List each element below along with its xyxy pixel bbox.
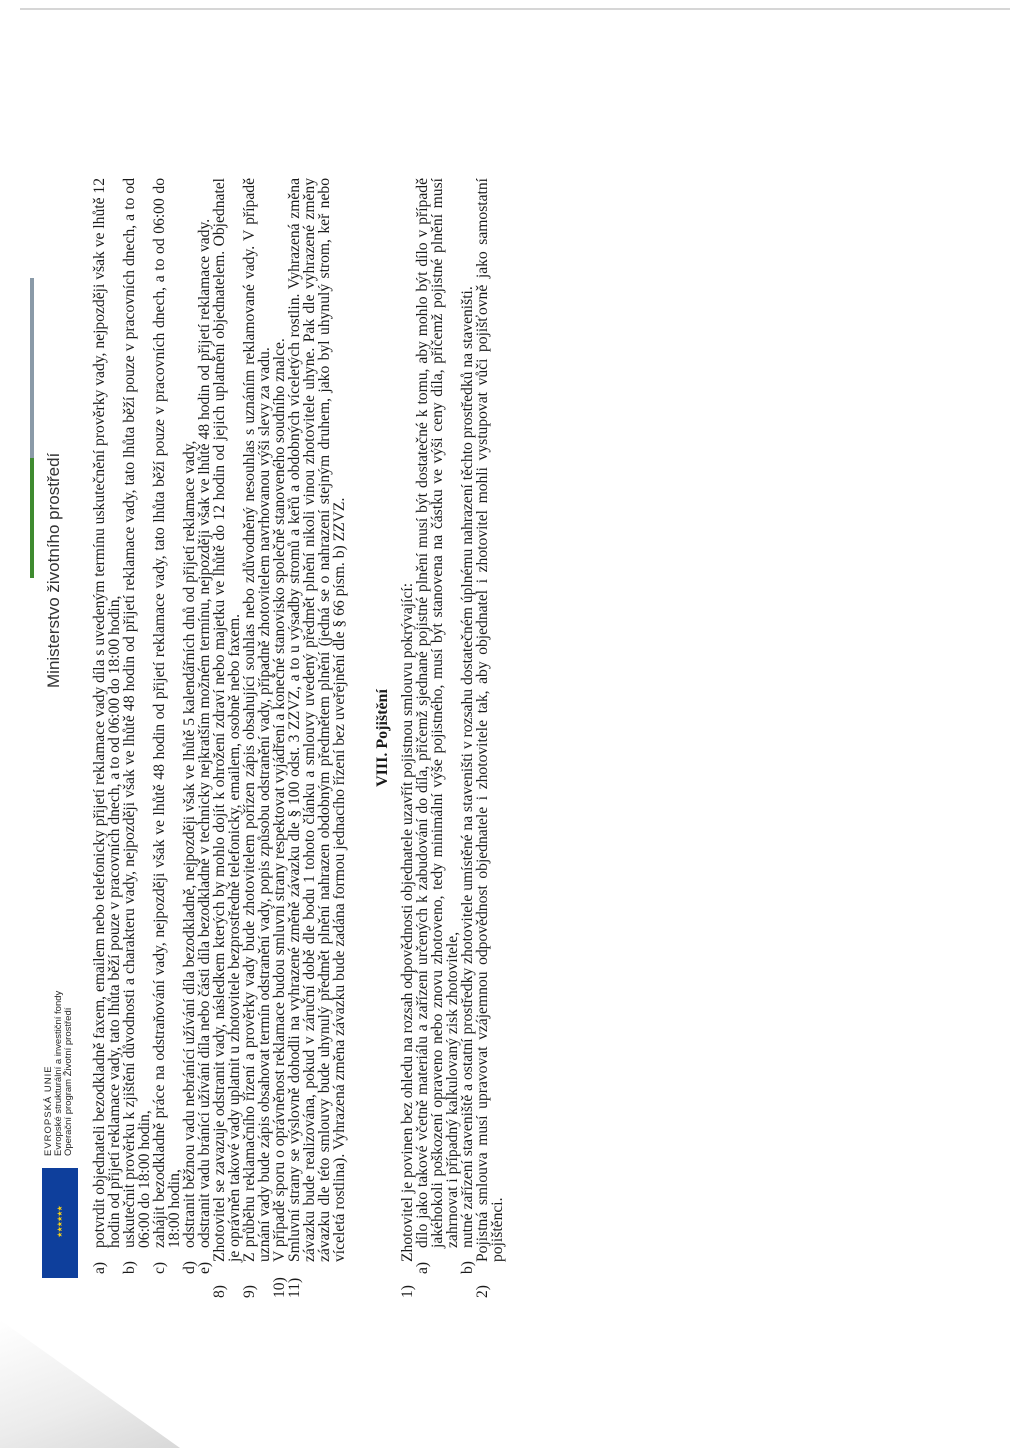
clause-text: odstranit běžnou vadu nebránící užívání díla bezodkladně, nejpozději však ve lhůtě 5 kalendářních dnů od přijetí reklamace vady,	[181, 440, 198, 1248]
clause-d	[182, 178, 197, 1298]
clause-label: c)	[151, 1261, 168, 1274]
eu-line2: Evropské strukturální a investiční fondy	[53, 990, 64, 1156]
eu-line3: Operační program Životní prostředí	[63, 1007, 74, 1156]
insurance-text: Zhotovitel je povinen bez ohledu na rozsah odpovědnosti objednatele uzavřít pojistnou smlouvu pokrývající:	[399, 582, 416, 1262]
numbered-label: 11)	[286, 1277, 303, 1298]
insurance-sub-a	[415, 178, 460, 1298]
numbered-11	[287, 178, 347, 1298]
numbered-label: 8)	[211, 1285, 228, 1298]
numbered-label: 9)	[241, 1285, 258, 1298]
clause-label: a)	[91, 1261, 108, 1274]
insurance-sub-label: a)	[414, 1261, 431, 1274]
document-body	[92, 178, 505, 1298]
ministry-name: Ministerstvo životního prostředí	[44, 452, 63, 688]
numbered-text: Smluvní strany se výslovně dohodli na vyhrazené změně závazku dle § 100 odst. 3 ZZVZ, a to u výsadby stromů a keřů a obdobných víceletých rostlin. Vyhrazená změna závazku bude realizována, pokud v záruční době dle bodu 1 tohoto článku a smlouvy uvedený předmět plnění nikoli vinou zhotovitele uhyne. Pak dle vyhrazené změny závazku dle této smlouvy bude uhynulý předmět plnění nahrazen obdobným předmětem plnění (jedná se o nahrazení stejným druhem, jako byl uhynulý strom, keř nebo víceletá rostlina). Vyhrazená změna závazku bude zadána formou jednacího řízení bez uveřejnění dle § 66 písm. b) ZZVZ.	[286, 178, 348, 1262]
clause-text: odstranit vadu bránící užívání díla nebo části díla bezodkladně v technicky nejkratším možném termínu, nejpozději však ve lhůtě 48 hodin od přijetí reklamace vady.	[196, 218, 213, 1248]
numbered-9	[242, 178, 272, 1298]
insurance-label: 2)	[474, 1285, 491, 1298]
insurance-sub-text: dílo jako takové včetně materiálu a zařízení určených k zabudování do díla, přičemž sjednané pojistné plnění musí být dostatečné k tomu, aby mohlo být dílo v případě jakéhokoli poškození opraveno nebo znovu zhotoveno, tedy minimální výše pojistného, musí být stanovena na částku ve výši ceny díla, přičemž pojistné plnění musí zahrnovat i případný kalkulovaný zisk zhotovitele,	[414, 178, 461, 1248]
clause-e	[197, 178, 212, 1298]
clause-text: zahájit bezodkladně práce na odstraňování vady, nejpozději však ve lhůtě 48 hodin od přijetí reklamace vady, tato lhůta běží pouze v pracovních dnech, a to od 06:00 do 18:00 hodin,	[151, 178, 183, 1248]
clause-text: potvrdit objednateli bezodkladně faxem, emailem nebo telefonicky přijetí reklamace vady díla s uvedeným termínu uskutečnění prověrky vady, nejpozději však ve lhůtě 12 hodin od přijetí reklamace vady, tato lhůta běží pouze v pracovních dnech, a to od 06:00 do 18:00 hodin,	[91, 178, 123, 1248]
ministry-color-bar	[30, 278, 34, 578]
numbered-10	[272, 178, 287, 1298]
clause-b	[122, 178, 152, 1298]
insurance-1	[400, 178, 415, 1298]
insurance-2	[475, 178, 505, 1298]
numbered-text: Z průběhu reklamačního řízení a prověrky vady bude zhotovitelem pořízen zápis obsahující souhlas nebo zdůvodněný nesouhlas s uznáním reklamované vady. V případě uznání vady bude zápis obsahovat termín odstranění vady, popis způsobu odstranění vady, případně zhotovitelem navrhovanou výši slevy za vadu.	[241, 178, 273, 1262]
clause-label: b)	[121, 1261, 138, 1274]
numbered-text: Zhotovitel se zavazuje odstranit vady, následkem kterých by mohlo dojít k ohrožení zdraví nebo majetku ve lhůtě do 12 hodin od jejich uplatnění objednatelem. Objednatel je oprávněn takové vady uplatnit u zhotovitele bezprostředně telefonicky, emailem, osobně nebo faxem.	[211, 178, 243, 1262]
eu-flag-logo	[42, 1168, 78, 1278]
clause-label: e)	[196, 1261, 213, 1274]
eu-program-text	[44, 896, 74, 1156]
clause-text: uskutečnit prověrku k zjištění důvodnosti a charakteru vady, nejpozději však ve lhůtě 48 hodin od přijetí reklamace vady, tato lhůta běží pouze v pracovních dnech, a to od 06:00 do 18:00 hodin,	[121, 178, 153, 1248]
numbered-label: 10)	[271, 1277, 288, 1298]
insurance-sub-text: nutné zařízení staveniště a ostatní prostředky zhotovitele umístěné na staveništi v rozsahu dostatečném úplnému nahrazení těchto prostředků na staveništi.	[459, 286, 476, 1248]
clause-c	[152, 178, 182, 1298]
section-title: VIII. Pojištění	[374, 689, 391, 787]
insurance-text: Pojistná smlouva musí upravovat vzájemnou odpovědnost objednatele i zhotovitele tak, aby objednatel i zhotovitel mohli vystupovat vůči pojišťovně jako samostatní pojištěnci.	[474, 178, 506, 1262]
eu-line1: EVROPSKÁ UNIE	[43, 1065, 54, 1156]
clause-a	[92, 178, 122, 1298]
insurance-sub-label: b)	[459, 1261, 476, 1274]
numbered-text: V případě sporu o oprávněnost reklamace budou smluvní strany respektovat vyjádření a konečné stanovisko společně stanoveného soudního znalce.	[271, 338, 288, 1262]
numbered-8	[212, 178, 242, 1298]
eu-stars-icon: ★★★★★★	[56, 1206, 64, 1238]
page-header	[42, 178, 82, 1278]
clause-label: d)	[181, 1261, 198, 1274]
insurance-sub-b	[460, 178, 475, 1298]
insurance-label: 1)	[399, 1285, 416, 1298]
